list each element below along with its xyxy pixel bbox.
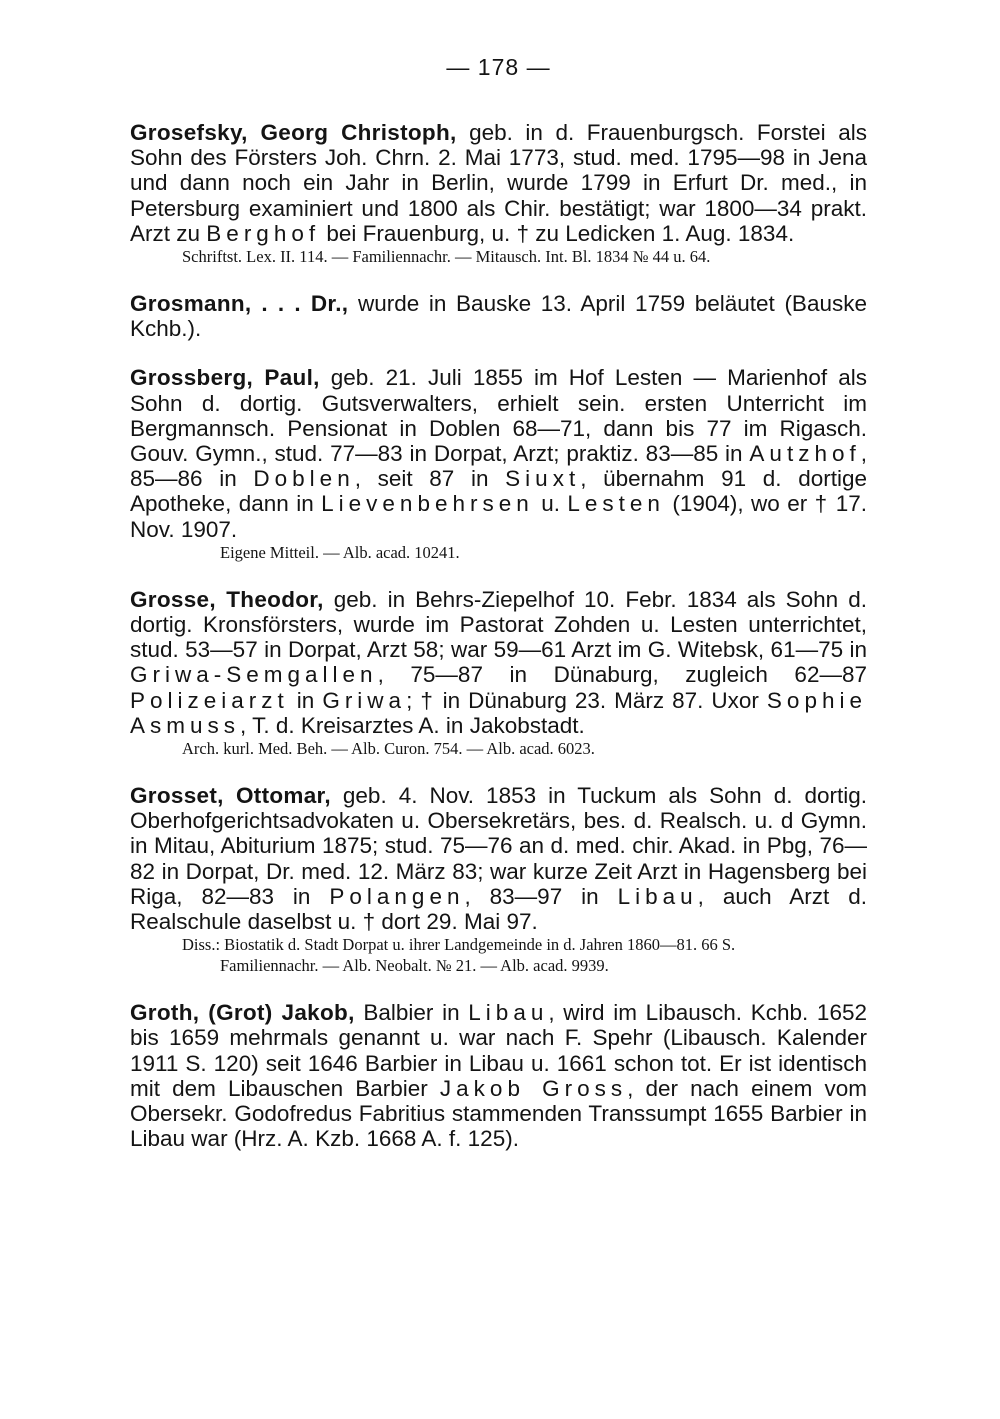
place-name: Lievenbehrsen [321, 491, 534, 517]
entry-grosset [130, 783, 867, 976]
entry-name: Groth, (Grot) Jakob, [130, 1000, 355, 1026]
entry-body [130, 587, 867, 738]
entry-body [130, 120, 867, 246]
entry-text: , T. d. Kreisarztes A. in Jakobstadt. [240, 712, 585, 738]
place-name: Libau [617, 883, 698, 909]
entry-text: u. [541, 491, 560, 517]
entry-text: wurde in Bauske 13. April 1759 beläutet (Bauske Kchb.). [130, 291, 867, 342]
entry-text: bei Frauenburg, u. † zu Ledicken 1. Aug. 1834. [326, 220, 795, 246]
entry-body [130, 291, 867, 341]
entry-text: , wird im Libausch. Kchb. 1652 bis 1659 mehrmals genannt u. war nach F. Spehr (Libausch. Kalender 1911 S. 120) seit 1646 Barbier in Libau u. 1661 schon tot. Er ist identisch mit dem Libauschen Barbier [130, 1000, 867, 1101]
entry-text: geb. 21. Juli 1855 im Hof Lesten — Marienhof als Sohn d. dortig. Gutsverwalters, erhielt sein. ersten Unterricht im Bergmannsch. Pensionat in Doblen 68—71, dann bis 77 im Rigasch. Gouv. Gymn., stud. 77—83 in Dorpat, Arzt; praktiz. 83—85 in [130, 365, 867, 467]
entry-text: geb. 4. Nov. 1853 in Tuckum als Sohn d. dortig. Oberhofgerichtsadvokaten u. Obersekretärs, bes. d. Realsch. u. d Gymn. in Mitau, Abiturium 1875; stud. 75—76 an d. med. chir. Akad. in Pbg, 76—82 in Dorpat, Dr. med. 12. März 83; war kurze Zeit Arzt in Hagensberg bei Riga, 82—83 in [130, 783, 867, 909]
entry-name: Grosset, Ottomar, [130, 783, 331, 809]
source-reference: Familiennachr. — Alb. Neobalt. № 21. — Alb. acad. 9939. [220, 956, 609, 976]
entry-grosefsky [130, 120, 867, 267]
entry-name: Grossberg, Paul, [130, 365, 320, 391]
entry-body [130, 1000, 867, 1151]
entry-text: geb. in Behrs-Ziepelhof 10. Febr. 1834 als Sohn d. dortig. Kronsförsters, wurde im Pastorat Zohden u. Lesten unterrichtet, stud. 53—57 in Dorpat, Arzt 58; war 59—61 Arzt im G. Witebsk, 61—75 in [130, 586, 867, 663]
entry-text: geb. in d. Frauenburgsch. Forstei als Sohn des Försters Joh. Chrn. 2. Mai 1773, stud. med. 1795—98 in Jena und dann noch ein Jahr in Berlin, wurde 1799 in Erfurt Dr. med., in Petersburg examiniert und 1800 als Chir. bestätigt; war 1800—34 prakt. Arzt zu [130, 120, 867, 246]
person-name: Jakob Gross [439, 1075, 628, 1101]
place-name: Siuxt [505, 466, 581, 492]
person-name: Sophie Asmuss [130, 687, 867, 738]
entry-text: , übernahm 91 d. dortige Apotheke, dann in [130, 466, 867, 517]
entry-text: , auch Arzt d. Realschule daselbst u. † dort 29. Mai 97. [130, 883, 867, 935]
entry-groth [130, 1000, 867, 1151]
entry-text: ; † in Dünaburg 23. März 87. Uxor [406, 687, 759, 713]
place-name: Berghof [206, 220, 321, 246]
emphasis-text: Polizeiarzt [130, 687, 289, 713]
entry-text: , 85—86 in [130, 441, 867, 492]
entry-body [130, 365, 867, 541]
dissertation-reference: Diss.: Biostatik d. Stadt Dorpat u. ihrer Landgemeinde in d. Jahren 1860—81. 66 S. [182, 935, 736, 955]
entry-grosmann [130, 291, 867, 341]
place-name: Polangen [329, 883, 465, 909]
entry-name: Grosmann, . . . Dr., [130, 291, 349, 317]
place-name: Griwa-Semgallen [130, 662, 378, 688]
entry-text: (1904), wo er † 17. Nov. 1907. [130, 491, 867, 542]
entry-text: in [296, 687, 315, 713]
place-name: Libau [468, 1000, 549, 1026]
source-reference: Schriftst. Lex. II. 114. — Familiennachr. — Mitausch. Int. Bl. 1834 № 44 u. 64. [182, 247, 711, 267]
place-name: Autzhof [749, 441, 861, 467]
page-number: — 178 — [446, 54, 551, 80]
entry-name: Grosefsky, Georg Christoph, [130, 120, 457, 145]
entry-text: , 75—87 in Dünaburg, zugleich 62—87 [377, 662, 867, 688]
entry-grossberg [130, 365, 867, 562]
entry-text: Balbier in [363, 1000, 460, 1026]
entry-name: Grosse, Theodor, [130, 586, 324, 612]
place-name: Doblen [253, 466, 355, 492]
entry-text: , seit 87 in [354, 466, 489, 492]
book-page [130, 52, 867, 1176]
place-name: Griwa [322, 687, 407, 713]
source-reference: Arch. kurl. Med. Beh. — Alb. Curon. 754. — Alb. acad. 6023. [182, 739, 595, 759]
place-name: Lesten [567, 491, 665, 517]
source-reference: Eigene Mitteil. — Alb. acad. 10241. [220, 542, 460, 562]
entry-text: , der nach einem vom Obersekr. Godofredus Fabritius stammenden Transsumpt 1655 Barbier in Libau war (Hrz. A. Kzb. 1668 A. f. 125). [130, 1075, 867, 1152]
entry-text: , 83—97 in [464, 883, 599, 909]
entry-grosse [130, 587, 867, 759]
entry-body [130, 783, 867, 934]
